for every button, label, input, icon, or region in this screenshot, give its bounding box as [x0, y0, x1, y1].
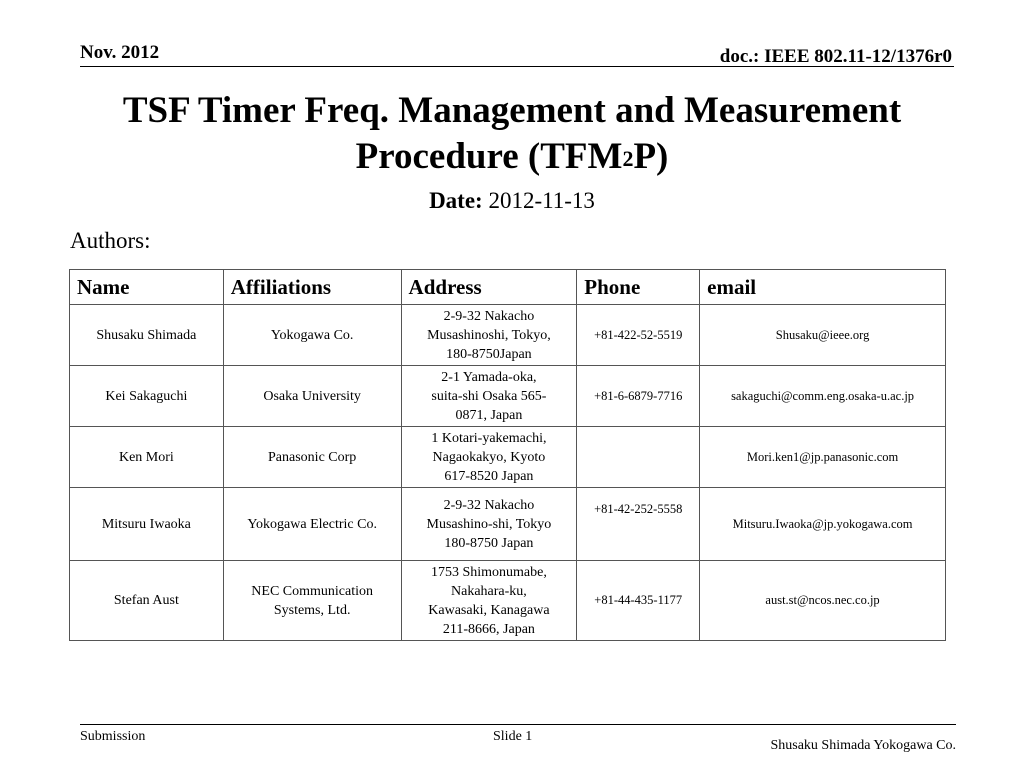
cell-phone: +81-44-435-1177: [577, 561, 700, 641]
header-rule: [80, 66, 954, 67]
cell-affiliation: Panasonic Corp: [223, 427, 401, 488]
slide-title: [60, 88, 964, 180]
cell-email: aust.st@ncos.nec.co.jp: [700, 561, 946, 641]
cell-email: Mori.ken1@jp.panasonic.com: [700, 427, 946, 488]
footer-slide-number: Slide 1: [493, 729, 533, 744]
cell-name: Kei Sakaguchi: [70, 366, 224, 427]
cell-phone: +81-6-6879-7716: [577, 366, 700, 427]
cell-affiliation: Osaka University: [223, 366, 401, 427]
table-row: [70, 561, 946, 641]
cell-name: Stefan Aust: [70, 561, 224, 641]
cell-affiliation: Yokogawa Co.: [223, 305, 401, 366]
table-header-row: [70, 270, 946, 305]
header-name: Name: [70, 270, 224, 305]
cell-address: 1 Kotari-yakemachi, Nagaokakyo, Kyoto 617-8520 Japan: [401, 427, 577, 488]
cell-name: Mitsuru Iwaoka: [70, 488, 224, 561]
footer-author: Shusaku Shimada Yokogawa Co.: [770, 738, 956, 753]
cell-email: sakaguchi@comm.eng.osaka-u.ac.jp: [700, 366, 946, 427]
date-line: [0, 188, 1024, 214]
cell-name: Ken Mori: [70, 427, 224, 488]
cell-email: Shusaku@ieee.org: [700, 305, 946, 366]
cell-affiliation: Yokogawa Electric Co.: [223, 488, 401, 561]
header-doc-id: doc.: IEEE 802.11-12/1376r0: [719, 46, 952, 67]
header-phone: Phone: [577, 270, 700, 305]
cell-phone: +81-422-52-5519: [577, 305, 700, 366]
table-row: [70, 305, 946, 366]
cell-email: Mitsuru.Iwaoka@jp.yokogawa.com: [700, 488, 946, 561]
header-date: Nov. 2012: [80, 42, 160, 63]
cell-phone: [577, 427, 700, 488]
title-superscript: 2: [622, 146, 634, 171]
table-row: [70, 488, 946, 561]
table-row: [70, 427, 946, 488]
cell-address: 2-9-32 Nakacho Musashino-shi, Tokyo 180-8750 Japan: [401, 488, 577, 561]
table-row: [70, 366, 946, 427]
title-line2-b: P): [633, 136, 669, 177]
date-value: 2012-11-13: [488, 188, 595, 213]
title-line1: TSF Timer Freq. Management and Measurement: [122, 90, 902, 131]
date-label: Date:: [429, 188, 483, 213]
header-address: Address: [401, 270, 577, 305]
cell-address: 1753 Shimonumabe, Nakahara-ku, Kawasaki, Kanagawa 211-8666, Japan: [401, 561, 577, 641]
header-email: email: [700, 270, 946, 305]
cell-affiliation: NEC Communication Systems, Ltd.: [223, 561, 401, 641]
footer-rule: [80, 724, 956, 725]
authors-label: Authors:: [70, 228, 151, 253]
cell-phone: +81-42-252-5558: [577, 488, 700, 561]
title-line2-a: Procedure (TFM: [355, 136, 623, 177]
header-affiliations: Affiliations: [223, 270, 401, 305]
cell-address: 2-9-32 Nakacho Musashinoshi, Tokyo, 180-8750Japan: [401, 305, 577, 366]
cell-address: 2-1 Yamada-oka, suita-shi Osaka 565- 0871, Japan: [401, 366, 577, 427]
cell-name: Shusaku Shimada: [70, 305, 224, 366]
authors-table: [69, 269, 946, 641]
footer-submission: Submission: [80, 729, 146, 744]
